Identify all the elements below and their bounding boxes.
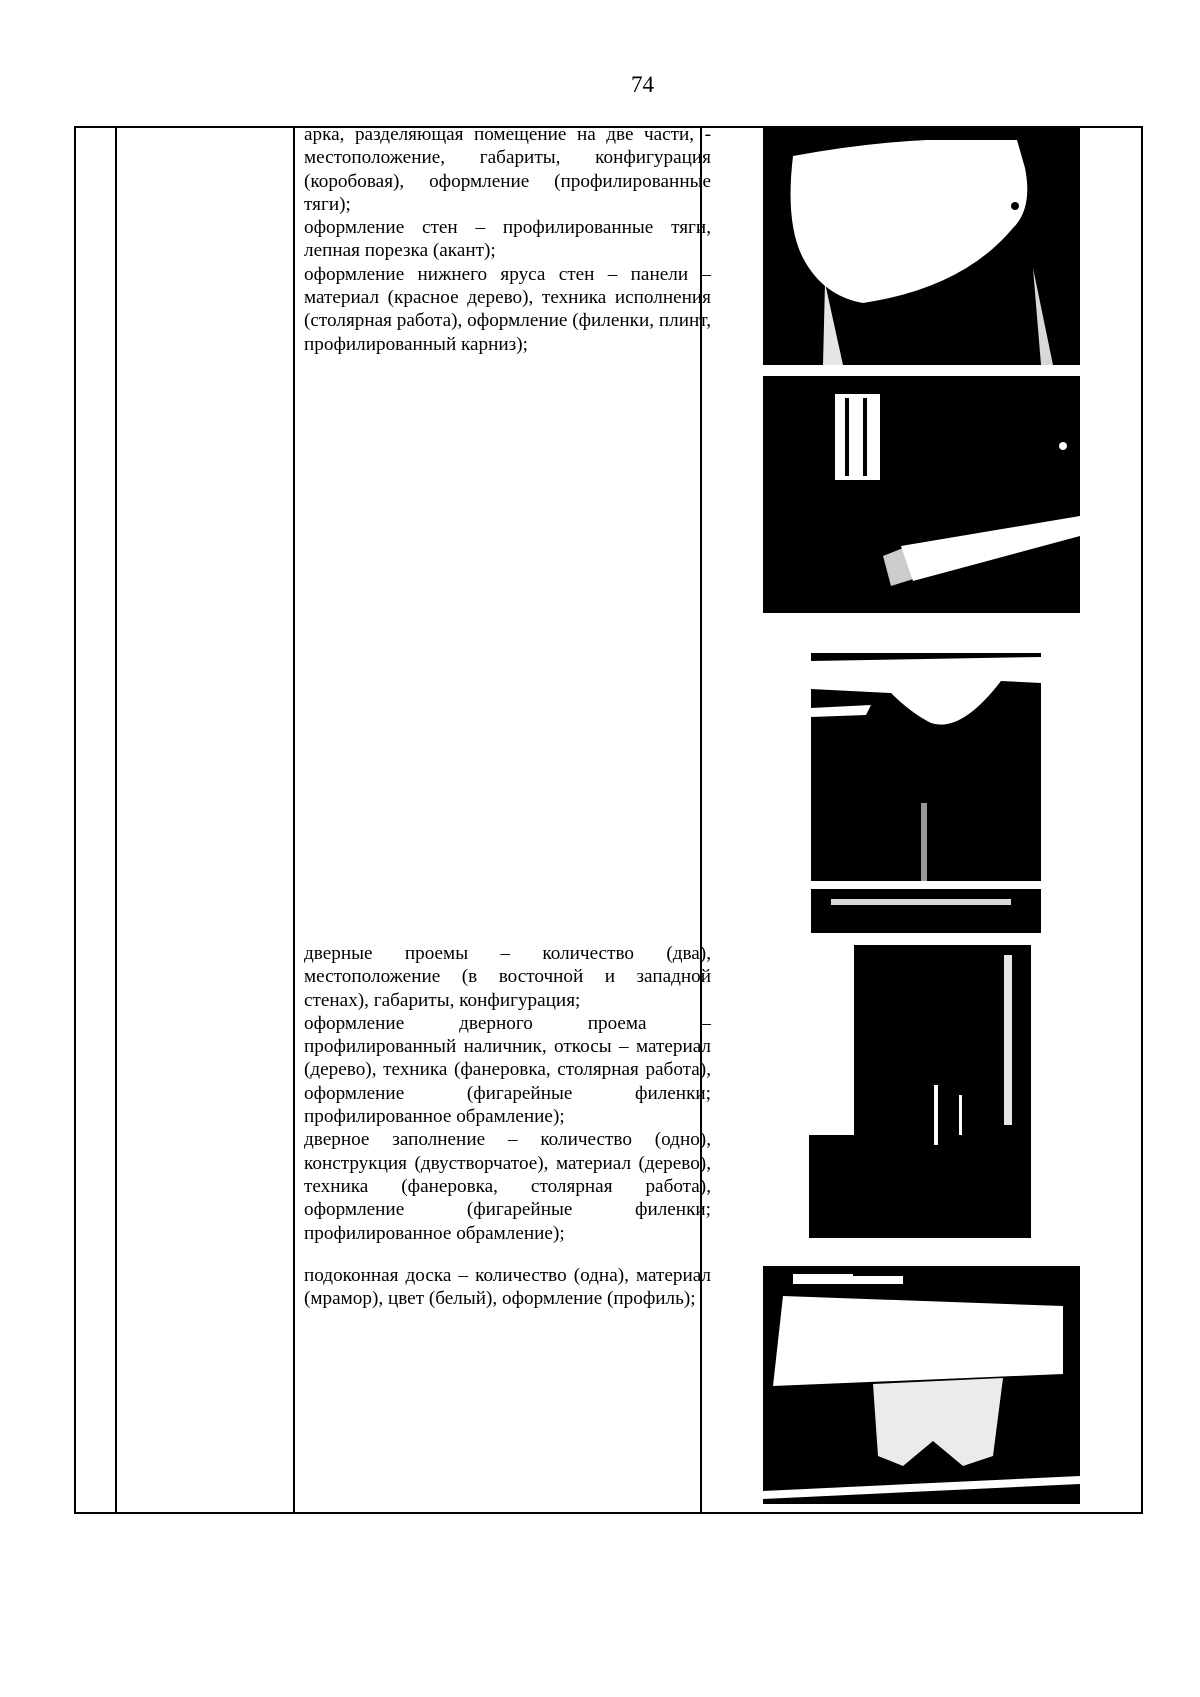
column-divider-1 [115,128,117,1512]
column-divider-2 [293,128,295,1512]
page-number: 74 [631,72,654,97]
windowsill-photo [763,1266,1080,1504]
description-paragraph: оформление нижнего яруса стен – панели – материал (красное дерево), техника исполнения (столярная работа), оформление (филенки, плинт, профилированный карниз); [304,263,711,355]
description-paragraph: дверные проемы – количество (два), местоположение (в восточной и западной стенах), габариты, конфигурация; [304,943,711,1011]
description-paragraph: дверное заполнение – количество (одно), конструкция (двустворчатое), материал (дерево), техника (фанеровка, столярная работа), оформление (фигарейные филенки; профилированное обрамление); [304,1129,711,1244]
arch-and-walls-description [304,123,711,356]
description-paragraph: оформление стен – профилированные тяги, лепная порезка (акант); [304,217,711,262]
inventory-table [74,126,1143,1514]
windowsill-description [304,1264,711,1311]
description-paragraph: оформление дверного проема – профилированный наличник, откосы – материал (дерево), техника (фанеровка, столярная работа), оформление (фигарейные филенки; профилированное обрамление); [304,1012,711,1128]
arch-ceiling-photo [763,128,1080,365]
doorways-description [304,942,711,1245]
interior-column-photo [811,653,1041,933]
description-paragraph: арка, разделяющая помещение на две части, - местоположение, габариты, конфигурация (коробовая), оформление (профилированные тяги); [304,124,711,215]
description-paragraph: подоконная доска – количество (одна), материал (мрамор), цвет (белый), оформление (профиль); [304,1265,711,1310]
wall-panels-photo [763,376,1080,613]
doorway-photo [809,945,1031,1238]
